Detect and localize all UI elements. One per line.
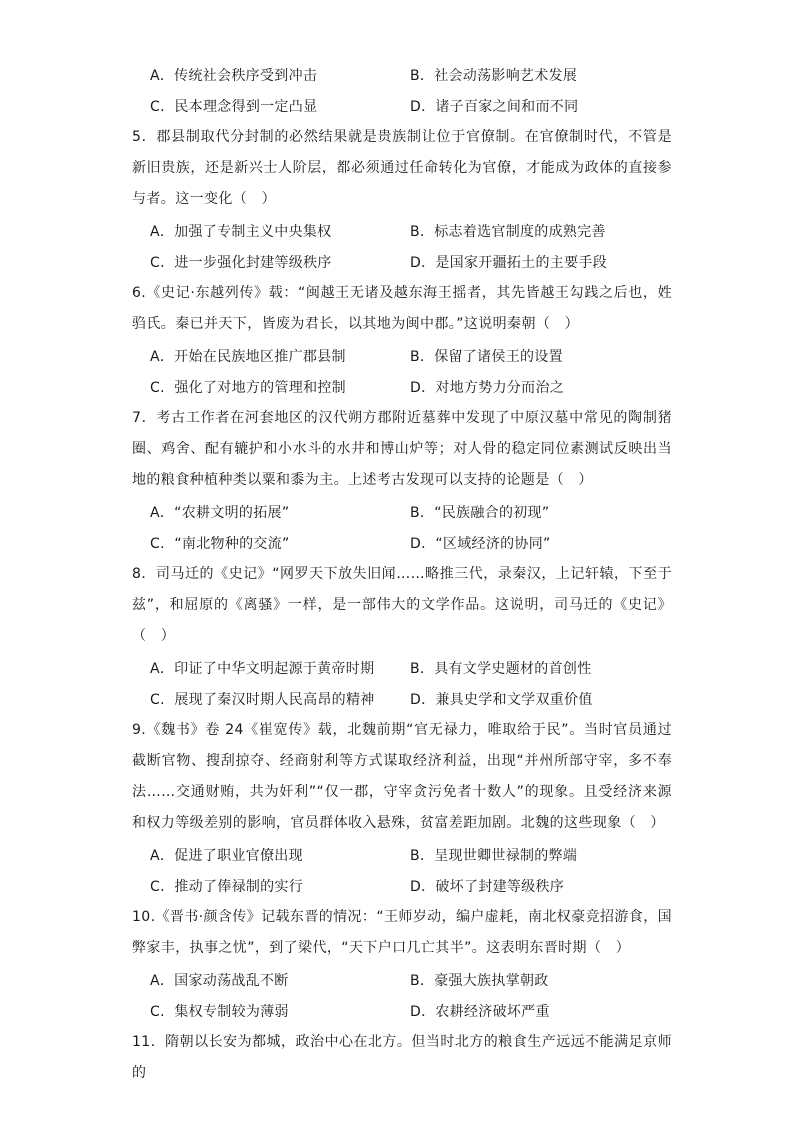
q8-option-a: A．印证了中华文明起源于黄帝时期 xyxy=(150,661,375,677)
q10-option-b: B．豪强大族执掌朝政 xyxy=(410,973,549,989)
q9-stem: 9.《魏书》卷 24《崔宽传》载，北魏前期“官无禄力，唯取给于民”。当时官员通过截断官物、搜刮掠夺、经商射利等方式谋取经济利益，出现“并州所部守宰，多不奉法……交通财贿，共为奸利”“仅一郡，守宰贪污免者十数人”的现象。且受经济来源和权力等级差别的影响，官员群体收入悬殊，贫富差距加剧。北魏的这些现象（ ） xyxy=(132,722,672,831)
q5-option-a: A．加强了专制主义中央集权 xyxy=(150,224,332,240)
q9-option-c: C．推动了俸禄制的实行 xyxy=(150,879,304,895)
q6-option-c: C．强化了对地方的管理和控制 xyxy=(150,380,346,396)
q6-option-d: D．对地方势力分而治之 xyxy=(410,380,565,396)
q5-stem: 5．郡县制取代分封制的必然结果就是贵族制让位于官僚制。在官僚制时代，不管是新旧贵族，还是新兴士人阶层，都必须通过任命转化为官僚，才能成为政体的直接参与者。这一变化（ ） xyxy=(132,129,672,207)
q11-stem: 11．隋朝以长安为都城，政治中心在北方。但当时北方的粮食生产远远不能满足京师的 xyxy=(132,1034,672,1081)
q4-option-a: A．传统社会秩序受到冲击 xyxy=(150,68,318,84)
q10-option-d: D．农耕经济破坏严重 xyxy=(410,1004,550,1020)
q7-option-c: C．“南北物种的交流” xyxy=(150,536,290,552)
q9-option-a: A．促进了职业官僚出现 xyxy=(150,848,303,864)
q4-option-d: D．诸子百家之间和而不同 xyxy=(410,99,579,115)
q5-option-d: D．是国家开疆拓土的主要手段 xyxy=(410,255,607,271)
q10-option-a: A．国家动荡战乱不断 xyxy=(150,973,289,989)
q8-option-c: C．展现了秦汉时期人民高昂的精神 xyxy=(150,692,375,708)
q8-option-d: D．兼具史学和文学双重价值 xyxy=(410,692,593,708)
q6-option-a: A．开始在民族地区推广郡县制 xyxy=(150,349,346,365)
q5-option-c: C．进一步强化封建等级秩序 xyxy=(150,255,332,271)
q7-option-a: A．“农耕文明的拓展” xyxy=(150,505,290,521)
q7-option-b: B．“民族融合的初现” xyxy=(410,505,550,521)
q5-option-b: B．标志着选官制度的成熟完善 xyxy=(410,224,606,240)
q10-stem: 10.《晋书·颜含传》记载东晋的情况：“王师岁动，编户虚耗，南北权豪竞招游食，国弊家丰，执事之忧”，到了梁代，“天下户口几亡其半”。这表明东晋时期（ ） xyxy=(132,909,672,956)
q4-option-b: B．社会动荡影响艺术发展 xyxy=(410,68,578,84)
q6-stem: 6.《史记·东越列传》载：“闽越王无诸及越东海王摇者，其先皆越王勾践之后也，姓驺氏。秦已并天下，皆废为君长，以其地为闽中郡。”这说明秦朝（ ） xyxy=(132,285,672,332)
q7-stem: 7．考古工作者在河套地区的汉代朔方郡附近墓葬中发现了中原汉墓中常见的陶制猪圈、鸡舍、配有辘护和小水斗的水井和博山炉等；对人骨的稳定同位素测试反映出当地的粮食种植种类以粟和黍为主。上述考古发现可以支持的论题是（ ） xyxy=(132,410,672,488)
q9-option-d: D．破坏了封建等级秩序 xyxy=(410,879,565,895)
q6-option-b: B．保留了诸侯王的设置 xyxy=(410,349,563,365)
q8-option-b: B．具有文学史题材的首创性 xyxy=(410,661,592,677)
q10-option-c: C．集权专制较为薄弱 xyxy=(150,1004,289,1020)
q4-option-c: C．民本理念得到一定凸显 xyxy=(150,99,318,115)
q7-option-d: D．“区域经济的协同” xyxy=(410,536,551,552)
q9-option-b: B．呈现世卿世禄制的弊端 xyxy=(410,848,578,864)
q8-stem: 8．司马迁的《史记》“网罗天下放失旧闻……略推三代，录秦汉，上记轩辕，下至于兹”，和屈原的《离骚》一样，是一部伟大的文学作品。这说明，司马迁的《史记》（ ） xyxy=(132,566,672,644)
